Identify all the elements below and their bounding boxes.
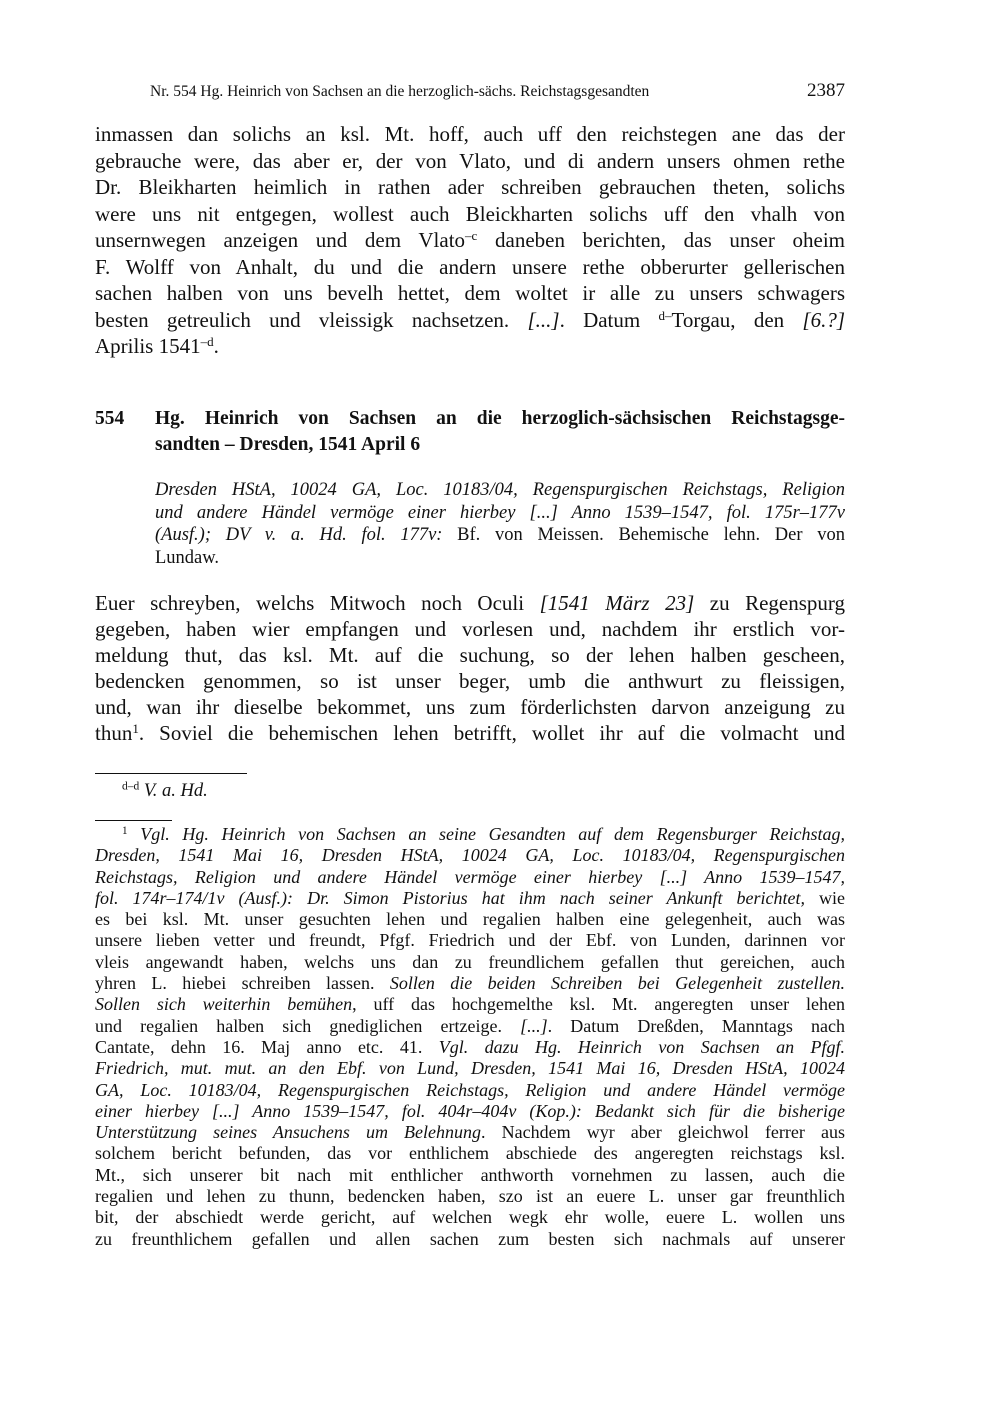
footnote-marker: –c <box>465 227 478 243</box>
italic-text: [1541 März 23] <box>539 591 695 615</box>
text-line <box>155 406 845 432</box>
italic-text: GA, Loc. 10183/04, Regenspurgischen Reichstags, Religion und andere Händel vermöge <box>95 1079 845 1100</box>
text-segment: zu Regenspurg <box>694 591 845 615</box>
text-line <box>95 1101 845 1122</box>
italic-text: einer hierbey [...] Anno 1539–1547, fol. 404r–404v (Kop.): Bedankt sich für die bisherige <box>95 1100 845 1121</box>
text-segment: Hg. Heinrich von Sachsen an die herzoglich-sächsischen Reichstagsge- <box>155 408 845 429</box>
italic-text: fol. 174r–174/1v (Ausf.): Dr. Simon Pistorius hat ihm nach seiner Ankunft berichtet, <box>95 887 805 908</box>
text-segment: gebrauche were, das aber er, der von Vlato, und di andern unsers ohmen rethe <box>95 148 845 173</box>
text-segment: besten getreulich und vleissigk nachsetzen. <box>95 307 528 332</box>
text-line <box>95 1165 845 1186</box>
footnote-marker: d–d <box>122 780 140 793</box>
text-segment: bit, der abschiedt werde gericht, auf welchen wegk ehr wolle, euere L. wollen uns <box>95 1207 845 1228</box>
text-segment: Aprilis 1541 <box>95 334 201 358</box>
text-line <box>95 1207 845 1228</box>
italic-text: Dresden, 1541 Mai 16, Dresden HStA, 10024 GA, Loc. 10183/04, Regenspurgischen <box>95 845 845 866</box>
text-segment: wie <box>804 887 845 908</box>
text-segment: zu freunthlichem gefallen und allen sachen zum besten sich nachmals auf unserer <box>95 1228 845 1249</box>
text-line <box>155 479 845 502</box>
text-line <box>95 845 845 866</box>
text-line <box>95 694 845 720</box>
document-number: 554 <box>95 408 125 429</box>
text-segment: Dr. Bleikharten heimlich in rathen ader schreiben gebrauchen theten, solichs <box>95 175 845 199</box>
text-line <box>95 973 845 994</box>
text-line <box>95 148 845 175</box>
text-line <box>95 254 845 281</box>
italic-text: Reichstags, Religion und andere Händel vermöge einer hierbey [...] Anno 1539–1547, <box>95 866 845 887</box>
text-segment: daneben berichten, das unser oheim <box>477 228 845 252</box>
text-segment: und regalien halben sich gnediglichen ertzeige. <box>95 1015 521 1036</box>
running-header-title: Nr. 554 Hg. Heinrich von Sachsen an die herzoglich-sächs. Reichstagsgesandten <box>150 83 650 100</box>
source-note <box>155 479 845 569</box>
text-segment: meldung thut, das ksl. Mt. auf die suchung, so der lehen halben gescheen, <box>95 643 845 667</box>
text-segment: Bf. von Meissen. Behemische lehn. Der von <box>442 525 845 545</box>
text-line <box>95 616 845 642</box>
text-line <box>95 824 845 845</box>
text-segment: es bei ksl. Mt. unser gesuchten lehen und regalien halben eine gelegenheit, auch was <box>95 909 845 930</box>
text-line <box>95 994 845 1015</box>
text-line <box>95 720 845 746</box>
text-line <box>95 1037 845 1058</box>
text-line <box>95 668 845 694</box>
text-segment: . Soviel die behemischen lehen betrifft, wollet ihr auf die volmacht und <box>138 721 845 745</box>
text-segment: thun <box>95 721 133 745</box>
italic-text: Dresden HStA, 10024 GA, Loc. 10183/04, Regenspurgischen Reichstags, Religion <box>155 480 845 500</box>
text-segment: und, wan ihr dieselbe bekommet, uns zum förderlichsten darvon anzeigung zu <box>95 695 845 719</box>
text-segment: inmassen dan solichs an ksl. Mt. hoff, auch uff den reichstegen ane das der <box>95 122 845 146</box>
italic-text: (Ausf.); DV v. a. Hd. fol. 177v: <box>155 525 443 545</box>
document-body <box>95 590 845 746</box>
text-segment: yhren L. hiebei schreiben lassen. <box>95 973 390 994</box>
text-segment: were uns nit entgegen, wollest auch Bleickharten solichs uff den vhalh von <box>95 201 845 226</box>
text-segment: solchem bericht befunden, das vor enthlichem abschiede des angeregten reichstags ksl. <box>95 1143 845 1164</box>
italic-text: Vgl. dazu Hg. Heinrich von Sachsen an Pfgf. <box>438 1036 845 1057</box>
text-segment: . Nachdem wyr aber gleichwol ferrer aus <box>481 1122 845 1143</box>
text-line <box>95 590 845 616</box>
text-segment <box>128 824 141 844</box>
italic-text: Unterstützung seines Ansuchens um Belehnung <box>95 1122 482 1143</box>
text-line <box>95 174 845 201</box>
footnote-divider <box>95 773 247 774</box>
text-line <box>155 547 845 570</box>
text-segment: . Datum Dreßden, Manntags nach <box>547 1015 845 1036</box>
text-segment: F. Wolff von Anhalt, du und die andern unsere rethe obberurter gellerischen <box>95 254 845 279</box>
italic-text: [...] <box>527 307 560 332</box>
text-line <box>95 1080 845 1101</box>
text-line <box>95 201 845 228</box>
footnote-1 <box>95 824 845 1250</box>
text-line <box>95 1143 845 1164</box>
footnote-marker: –d <box>200 333 214 349</box>
text-segment: sandten – Dresden, 1541 April 6 <box>155 434 421 455</box>
text-line <box>95 1122 845 1143</box>
italic-text: [...] <box>520 1015 548 1036</box>
text-line <box>155 432 845 458</box>
text-segment: sachen halben von uns bevelh hettet, dem woltet ir alle zu unsers schwagers <box>95 281 845 305</box>
text-line <box>95 307 845 334</box>
text-line <box>95 909 845 930</box>
text-segment: unsernwegen anzeigen und dem Vlato <box>95 228 466 252</box>
text-segment: Torgau, den <box>671 307 803 332</box>
text-segment: Euer schreyben, welchs Mitwoch noch Oculi <box>95 591 540 615</box>
page-number: 2387 <box>807 80 845 101</box>
paragraph-continued <box>95 121 845 360</box>
footnote-marker: d– <box>658 307 672 323</box>
footnote-marker: 1 <box>122 824 128 837</box>
text-segment: regalien und lehen zu thunn, bedencken haben, szo ist an euere L. unser gar freunthlich <box>95 1186 845 1207</box>
text-line <box>95 121 845 148</box>
text-line <box>95 1186 845 1207</box>
text-segment: , uff das hochgemelthe ksl. Mt. angeregten unser lehen <box>352 994 845 1015</box>
text-line <box>95 333 845 360</box>
text-segment: unsere lieben vetter und freundt, Pfgf. Friedrich und der Ebf. von Lunden, darinnen vor <box>95 930 845 951</box>
text-line <box>95 1016 845 1037</box>
document-heading <box>95 406 845 458</box>
italic-text: Vgl. Hg. Heinrich von Sachsen an seine Gesandten auf dem Regensburger Reichstag, <box>140 824 845 844</box>
text-line <box>95 888 845 909</box>
text-segment: Cantate, dehn 16. Maj anno etc. 41. <box>95 1036 439 1057</box>
text-segment: vleis angewandt haben, welchs uns dan zu freundlichem gefallen thut gereichen, auch <box>95 951 845 972</box>
text-line <box>122 780 208 802</box>
text-line <box>95 642 845 668</box>
document-title <box>155 406 845 458</box>
text-line <box>95 1229 845 1250</box>
italic-text: Sollen die beiden Schreiben bei Gelegenheit zustellen. <box>389 973 845 994</box>
italic-text: Friedrich, mut. mut. an den Ebf. von Lund, Dresden, 1541 Mai 16, Dresden HStA, 10024 <box>95 1058 845 1079</box>
text-line <box>95 280 845 307</box>
text-segment: Lundaw. <box>155 547 220 568</box>
text-line <box>95 867 845 888</box>
text-line <box>95 1058 845 1079</box>
footnote-divider-2 <box>95 820 172 821</box>
italic-text: V. a. Hd. <box>143 781 208 801</box>
text-segment: . <box>213 334 219 358</box>
text-segment: gegeben, haben wier empfangen und vorlesen und, nachdem ihr erstlich vor- <box>95 617 845 641</box>
running-header <box>150 80 845 102</box>
text-segment: bedencken genommen, so ist unser beger, umb die anthwurt zu fleissigen, <box>95 669 845 693</box>
text-line <box>95 952 845 973</box>
italic-text: und andere Händel vermöge einer hierbey [...] Anno 1539–1547, fol. 175r–177v <box>155 502 845 523</box>
text-line <box>155 502 845 525</box>
text-line <box>95 227 845 254</box>
text-segment: Mt., sich unserer bit nach mit enthlicher anthworth vornehmen zu lassen, auch die <box>95 1164 845 1185</box>
text-segment: . Datum <box>559 307 659 332</box>
text-line <box>95 930 845 951</box>
footnote-d <box>122 780 208 802</box>
text-line <box>155 524 845 547</box>
italic-text: [6.?] <box>802 307 845 332</box>
footnote-marker: 1 <box>132 720 139 736</box>
italic-text: Sollen sich weiterhin bemühen <box>95 994 353 1015</box>
